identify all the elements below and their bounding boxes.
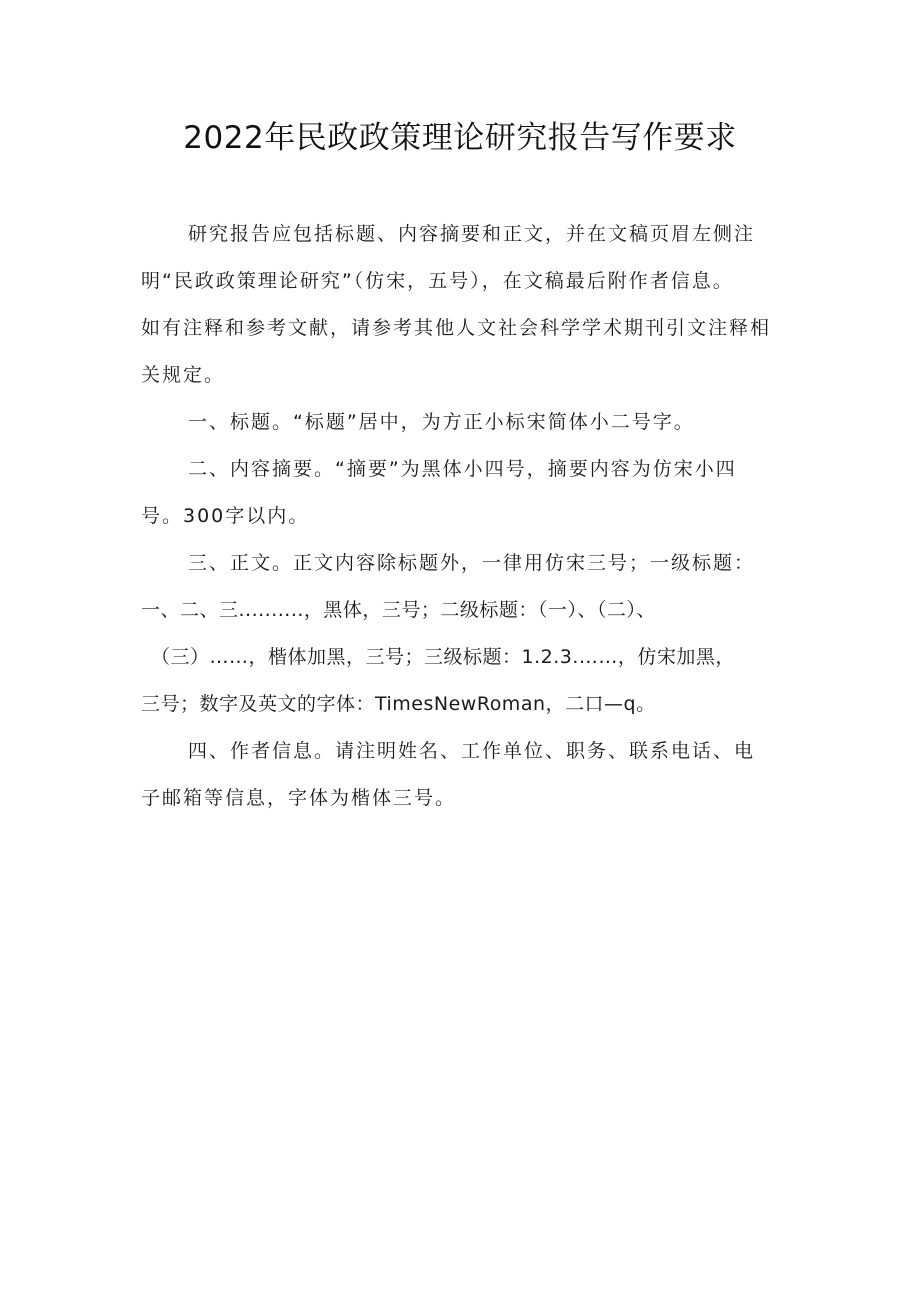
- paragraph-line: 如有注释和参考文献，请参考其他人文社会科学学术期刊引文注释相: [141, 317, 772, 339]
- paragraph-line: 号。300字以内。: [141, 505, 310, 527]
- paragraph-line: 研究报告应包括标题、内容摘要和正文，并在文稿页眉左侧注: [188, 223, 756, 245]
- paragraph-author-section: [141, 728, 791, 822]
- paragraph-line: 子邮箱等信息，字体为楷体三号。: [141, 787, 457, 809]
- paragraph-line: 三号；数字及英文的字体：TimesNewRoman，二口—q。: [141, 693, 656, 715]
- paragraph-body-section: [141, 540, 791, 728]
- paragraph-line: 一、二、三..........，黑体，三号；二级标题：（一）、（二）、: [141, 599, 656, 621]
- paragraph-line: 明“民政政策理论研究”（仿宋，五号），在文稿最后附作者信息。: [141, 270, 734, 292]
- document-body: [141, 211, 791, 822]
- paragraph-line: 关规定。: [141, 364, 226, 386]
- paragraph-intro: [141, 211, 791, 399]
- paragraph-line: 二、内容摘要。“摘要”为黑体小四号，摘要内容为仿宋小四: [188, 458, 737, 480]
- paragraph-line: 四、作者信息。请注明姓名、工作单位、职务、联系电话、电: [188, 740, 756, 762]
- paragraph-line: 三、正文。正文内容除标题外，一律用仿宋三号；一级标题：: [188, 552, 756, 574]
- paragraph-title-section: [141, 399, 791, 446]
- paragraph-line: （三）……，楷体加黑，三号；三级标题：1.2.3.……，仿宋加黑，: [151, 646, 735, 668]
- document-title: 2022年民政政策理论研究报告写作要求: [183, 120, 737, 156]
- paragraph-line: 一、标题。“标题”居中，为方正小标宋简体小二号字。: [188, 411, 695, 433]
- paragraph-abstract-section: [141, 446, 791, 540]
